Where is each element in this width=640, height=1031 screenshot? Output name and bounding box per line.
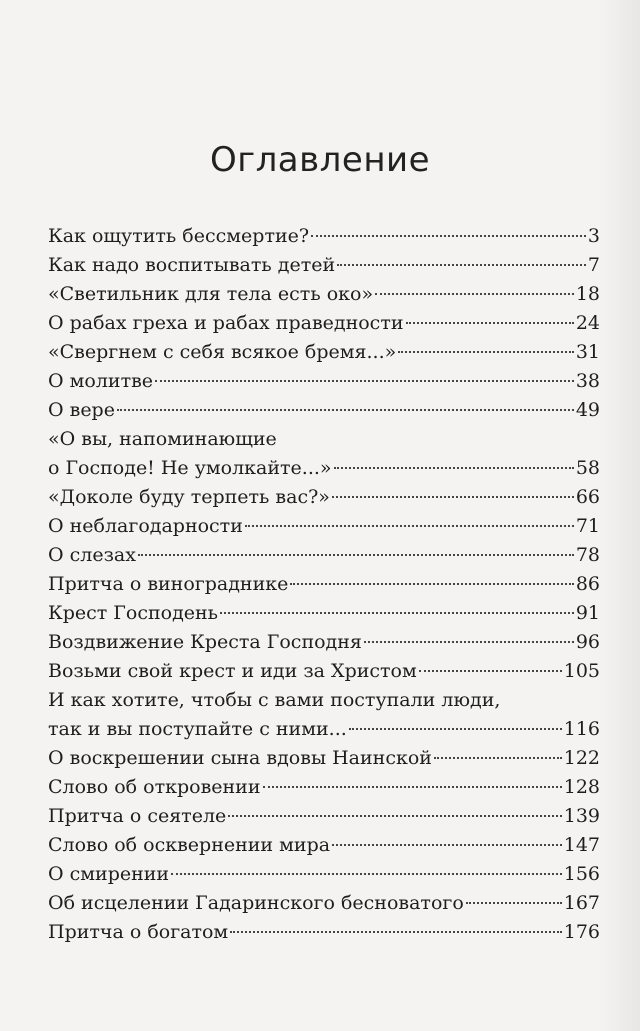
dot-leader — [228, 815, 561, 817]
page-number: 66 — [575, 486, 600, 508]
entry-title: О молитве — [48, 370, 154, 392]
entry-title: О воскрешении сына вдовы Наинской — [48, 747, 432, 769]
entry-title: О слезах — [48, 544, 136, 566]
entry-title: О неблагодарности — [48, 515, 243, 537]
toc-entry — [48, 338, 600, 367]
entry-title: Как ощутить бессмертие? — [48, 225, 310, 247]
page-number: 156 — [563, 863, 600, 885]
page-number: 86 — [575, 573, 600, 595]
toc-entry — [48, 802, 600, 831]
page-number: 7 — [587, 254, 600, 276]
toc-entry — [48, 918, 600, 947]
entry-title: Возьми свой крест и иди за Христом — [48, 660, 417, 682]
page-number: 24 — [575, 312, 600, 334]
toc-entry — [48, 367, 600, 396]
page-number: 105 — [563, 660, 600, 682]
entry-title: Слово об осквернении мира — [48, 834, 331, 856]
toc-entry — [48, 686, 600, 744]
entry-title: Крест Господень — [48, 602, 219, 624]
dot-leader — [117, 409, 574, 411]
page-number: 71 — [575, 515, 600, 537]
dot-leader — [230, 931, 562, 933]
dot-leader — [220, 612, 574, 614]
entry-title-line1: И как хотите, чтобы с вами поступали люди, — [48, 689, 501, 711]
page-number: 38 — [575, 370, 600, 392]
entry-title: Притча о богатом — [48, 921, 229, 943]
toc-entry — [48, 396, 600, 425]
entry-title: о Господе! Не умолкайте...» — [48, 457, 332, 479]
dot-leader — [337, 264, 586, 266]
dot-leader — [349, 728, 562, 730]
entry-title: Слово об откровении — [48, 776, 261, 798]
entry-title: «Свергнем с себя всякое бремя...» — [48, 341, 397, 363]
entry-title: Воздвижение Креста Господня — [48, 631, 362, 653]
dot-leader — [263, 786, 562, 788]
entry-title: Притча о винограднике — [48, 573, 289, 595]
page-number: 167 — [563, 892, 600, 914]
dot-leader — [434, 757, 562, 759]
page-number: 139 — [563, 805, 600, 827]
toc-entry — [48, 251, 600, 280]
page-number: 147 — [563, 834, 600, 856]
entry-title-line1: «О вы, напоминающие — [48, 428, 277, 450]
page-title: Оглавление — [209, 140, 431, 180]
dot-leader — [398, 351, 574, 353]
toc-entry — [48, 628, 600, 657]
toc-entry — [48, 773, 600, 802]
toc-entry — [48, 512, 600, 541]
toc-entry — [48, 599, 600, 628]
page-number: 96 — [575, 631, 600, 653]
dot-leader — [332, 496, 574, 498]
page-number: 18 — [575, 283, 600, 305]
dot-leader — [332, 844, 562, 846]
toc-entry — [48, 860, 600, 889]
dot-leader — [406, 322, 574, 324]
page-number: 31 — [575, 341, 600, 363]
page-number: 128 — [563, 776, 600, 798]
page-number: 122 — [563, 747, 600, 769]
entry-title: так и вы поступайте с ними... — [48, 718, 347, 740]
page-number: 3 — [587, 225, 600, 247]
toc-entry — [48, 222, 600, 251]
dot-leader — [290, 583, 573, 585]
page-number: 78 — [575, 544, 600, 566]
entry-title: «Доколе буду терпеть вас?» — [48, 486, 330, 508]
dot-leader — [311, 235, 586, 237]
toc-entry — [48, 831, 600, 860]
dot-leader — [138, 554, 574, 556]
page-number: 91 — [575, 602, 600, 624]
entry-title: О смирении — [48, 863, 170, 885]
toc-entry — [48, 744, 600, 773]
toc-entry — [48, 483, 600, 512]
entry-title: Притча о сеятеле — [48, 805, 227, 827]
dot-leader — [466, 902, 562, 904]
dot-leader — [171, 873, 562, 875]
dot-leader — [245, 525, 574, 527]
dot-leader — [364, 641, 574, 643]
toc-entry — [48, 889, 600, 918]
entry-title: Как надо воспитывать детей — [48, 254, 336, 276]
toc-entry — [48, 570, 600, 599]
entry-title: О рабах греха и рабах праведности — [48, 312, 404, 334]
dot-leader — [419, 670, 562, 672]
toc-entry — [48, 425, 600, 483]
entry-title: О вере — [48, 399, 115, 421]
dot-leader — [375, 293, 574, 295]
page-number: 116 — [563, 718, 600, 740]
dot-leader — [155, 380, 574, 382]
toc-entry — [48, 280, 600, 309]
dot-leader — [334, 467, 574, 469]
entry-title: «Светильник для тела есть око» — [48, 283, 374, 305]
page-number: 176 — [563, 921, 600, 943]
table-of-contents — [48, 222, 600, 947]
entry-title: Об исцелении Гадаринского бесноватого — [48, 892, 464, 914]
toc-entry — [48, 541, 600, 570]
page-number: 49 — [575, 399, 600, 421]
toc-entry — [48, 309, 600, 338]
page-number: 58 — [575, 457, 600, 479]
toc-entry — [48, 657, 600, 686]
